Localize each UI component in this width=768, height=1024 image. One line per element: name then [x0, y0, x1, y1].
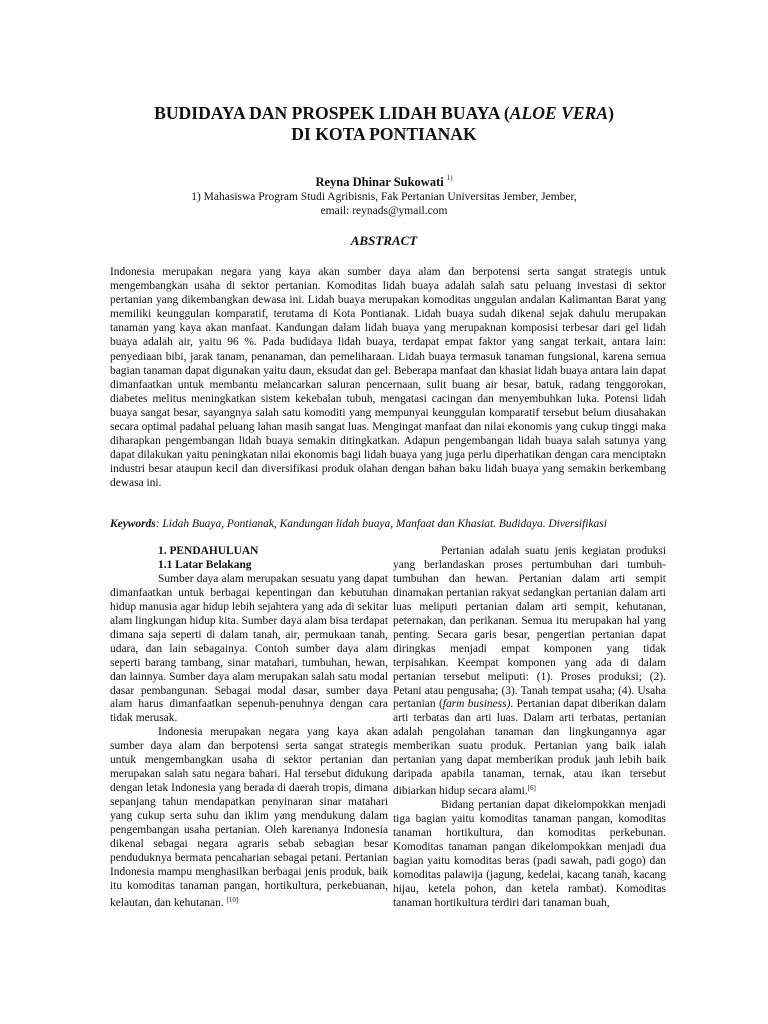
paragraph: Indonesia merupakan negara yang kaya akan sumber daya alam dan berpotensi serta sangat strategis untuk mengembangkan usaha di sektor pertanian dan merupakan salah satu negara bahari. Hal tersebut didukung dengan letak Indonesia yang berada di daerah tropis, dimana sepanjang tahun mendapatkan penyinaran sinar matahari yang cukup serta suhu dan iklim yang mendukung dalam pengembangan usaha pertanian. Oleh karenanya Indonesia dikenal sebagai negara agraris sebab sebagian besar penduduknya bermata pencaharian sebagai petani. Pertanian Indonesia mampu menghasilkan berbagai jenis produk, baik itu komoditas tanaman pangan, hortikultura, perkebuanan, kelautan, dan kehutanan. [10] — [110, 726, 388, 909]
section-heading: 1. PENDAHULUAN — [158, 545, 259, 557]
abstract-body: Indonesia merupakan negara yang kaya akan sumber daya alam dan berpotensi serta sangat strategis untuk mengembangkan usaha di sektor pertanian. Komoditas lidah buaya adalah salah satu peluang investasi di sektor pertanian yang dikembangkan dewasa ini. Lidah buaya merupakan komoditas unggulan andalan Kalimantan Barat yang memiliki keunggulan komparatif, terutama di Kota Pontianak. Lidah buaya sudah dikenal sejak dahulu merupakan tanaman yang kaya akan manfaat. Kandungan dalam lidah buaya yang merupaknan komposisi terbesar dari gel lidah buaya adalah air, yaitu 96 %. Pada budidaya lidah buaya, terdapat empat faktor yang sangat terkait, antara lain: penyediaan bibi, jarak tanam, penanaman, dan pemeliharaan. Lidah buaya termasuk tanaman fungsional, karena semua bagian tanaman dapat digunakan yaitu daun, eksudat dan gel. Beberapa manfaat dan khasiat lidah buaya antara lain dapat dimanfaatkan untuk membantu melancarkan saluran pencernaan, sulit buang air besar, batuk, radang tenggorokan, diabetes melitus meningkatkan sistem kekebalan tubuh, mengatasi cacingan dan menyembuhkan luka. Potensi lidah buaya sangat besar, sayangnya salah satu komoditi yang mempunyai keunggulan komparatif tersebut belum diusahakan secara optimal padahal peluang lahan masih sangat luas. Mengingat manfaat dan nilai ekonomis yang cukup tinggi maka diharapkan pengembangan lidah buaya semakin ditingkatkan. Adapun pengembangan lidah buaya salah satunya yang dapat dilakukan yaitu peningkatan nilai ekonomis bagi lidah buaya yang juga perlu diperhatikan dengan cara menciptakn industri besar ataupun kecil dan diversifikasi produk olahan dengan bahan baku lidah buaya yang semakin berkembang dewasa ini. — [110, 266, 666, 490]
subsection-heading: 1.1 Latar Belakang — [158, 558, 252, 571]
paragraph: Bidang pertanian dapat dikelompokkan menjadi tiga bagian yaitu komoditas tanaman pangan, komoditas tanaman hortikultura, dan komoditas perkebunan. Komoditas tanaman pangan dikelompokkan menjadi dua bagian yaitu komoditas beras (padi sawah, padi gogo) dan komoditas palawija (jagung, kedelai, kacang tanah, kacang hijau, ketela pohon, dan ketela rambat). Komoditas tanaman hortikultura terdiri dari tanaman buah, — [393, 799, 666, 909]
keywords — [110, 517, 690, 531]
citation-ref: [10] — [226, 895, 239, 904]
paragraph: Pertanian adalah suatu jenis kegiatan produksi yang berlandaskan proses pertumbuhan dari tumbuh-tumbuhan dan hewan. Pertanian dalam arti sempit dinamakan pertanian rakyat sedangkan pertanian dalam arti luas meliputi pertanian dalam arti sempit, kehutanan, peternakan, dan perikanan. Semua itu merupakan hal yang penting. Secara garis besar, pengertian pertanian dapat diringkas menjadi empat komponen yang tidak terpisahkan. Keempat komponen yang ada di dalam pertanian tersebut meliputi: (1). Proses produksi; (2). Petani atau pengusaha; (3). Tanah tempat usaha; (4). Usaha pertanian (farm business). Pertanian dapat diberikan dalam arti terbatas dan arti luas. Dalam arti terbatas, pertanian adalah pengolahan tanaman dan lingkungannya agar memberikan suatu produk. Pertanian yang baik ialah pertanian yang dapat memberikan produk jauh lebih baik daripada apabila tanaman, ternak, atau ikan tersebut dibiarkan hidup secara alami.[6] — [393, 545, 666, 798]
paragraph: Sumber daya alam merupakan sesuatu yang dapat dimanfaatkan untuk berbagai kepentingan dan kebutuhan hidup manusia agar hidup lebih sejahtera yang ada di sekitar alam lingkungan hidup kita. Sumber daya alam bisa terdapat dimana saja seperti di dalam tanah, air, permukaan tanah, udara, dan lain sebagainya. Contoh sumber daya alam seperti barang tambang, sinar matahari, tumbuhan, hewan, dan lainnya. Sumber daya alam merupakan salah satu modal dasar pembangunan. Sebagai modal dasar, sumber daya alam harus dimanfaatkan sepenuh-penuhnya dengan cara tidak merusak. — [110, 572, 388, 725]
affiliation-line: 1) Mahasiswa Program Studi Agribisnis, Fak Pertanian Universitas Jember, Jember, — [191, 191, 577, 203]
author-email: email: reynads@ymail.com — [320, 205, 448, 217]
left-column — [110, 545, 388, 911]
abstract-heading: ABSTRACT — [350, 233, 418, 248]
keywords-label: Keywords — [110, 518, 156, 530]
citation-ref: [6] — [527, 784, 536, 793]
affiliation — [60, 190, 708, 218]
author — [60, 174, 708, 190]
paper-title — [60, 103, 708, 145]
right-column — [393, 545, 666, 911]
title-line-1: BUDIDAYA DAN PROSPEK LIDAH BUAYA (ALOE VERA) — [154, 103, 614, 123]
author-mark: 1) — [446, 174, 453, 182]
author-name: Reyna Dhinar Sukowati — [315, 175, 444, 189]
title-line-2: DI KOTA PONTIANAK — [291, 124, 477, 144]
keywords-text: : Lidah Buaya, Pontianak, Kandungan lidah buaya, Manfaat dan Khasiat. Budidaya. Diversifikasi — [155, 518, 607, 530]
